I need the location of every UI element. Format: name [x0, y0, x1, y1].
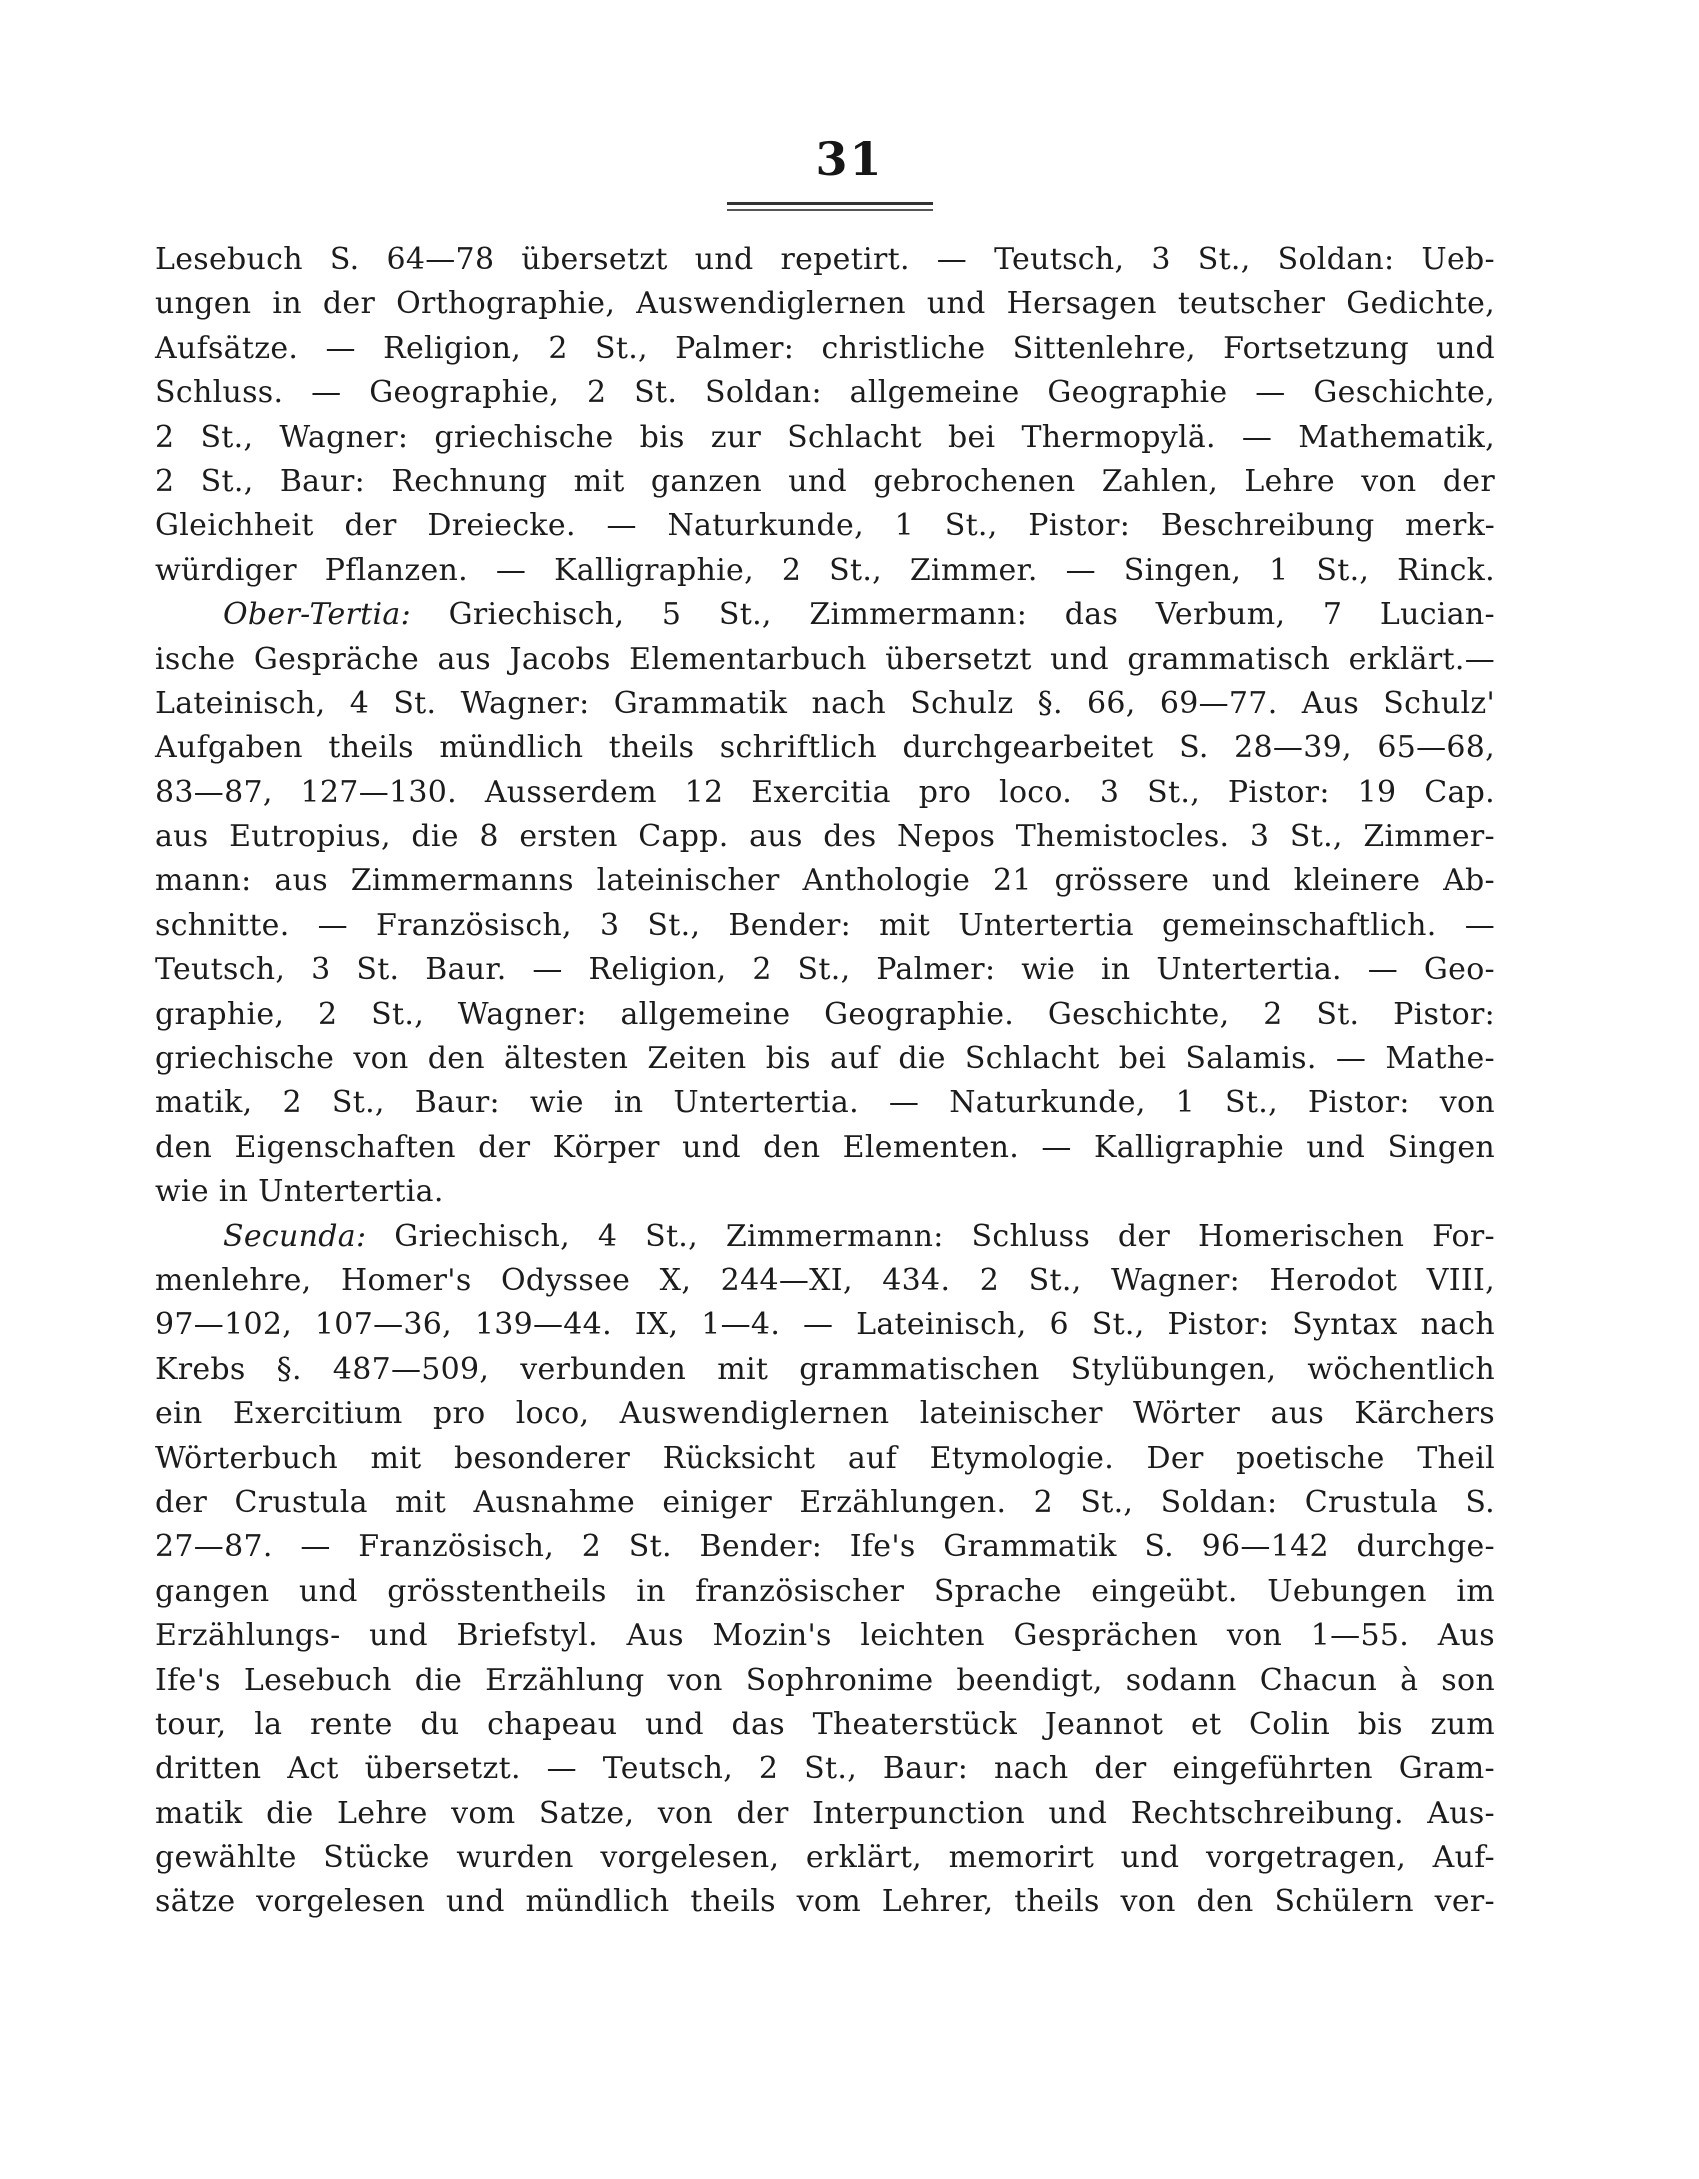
line-text: schnitte. — Französisch, 3 St., Bender: mit Untertertia gemeinschaftlich. —	[155, 907, 1495, 943]
text-line	[155, 1348, 1495, 1392]
text-line	[155, 1570, 1495, 1614]
text-line	[155, 593, 1495, 637]
line-text: ein Exercitium pro loco, Auswendiglernen lateinischer Wörter aus Kärchers	[155, 1396, 1495, 1432]
text-line	[155, 1614, 1495, 1658]
text-line	[155, 238, 1495, 282]
line-text: Aufsätze. — Religion, 2 St., Palmer: christliche Sittenlehre, Fortsetzung und	[155, 330, 1495, 366]
line-text: Teutsch, 3 St. Baur. — Religion, 2 St., Palmer: wie in Untertertia. — Geo-	[155, 952, 1495, 988]
text-line	[155, 815, 1495, 859]
line-text: Griechisch, 4 St., Zimmermann: Schluss der Homerischen For-	[366, 1218, 1495, 1254]
text-line	[155, 1703, 1495, 1747]
text-line	[155, 638, 1495, 682]
text-line	[155, 1659, 1495, 1703]
text-line	[155, 1392, 1495, 1436]
text-line	[155, 1437, 1495, 1481]
line-text: 97—102, 107—36, 139—44. IX, 1—4. — Lateinisch, 6 St., Pistor: Syntax nach	[155, 1307, 1495, 1343]
line-text: Aufgaben theils mündlich theils schriftlich durchgearbeitet S. 28—39, 65—68,	[155, 730, 1495, 766]
text-line	[155, 1836, 1495, 1880]
text-line	[155, 1747, 1495, 1791]
text-line	[155, 1215, 1495, 1259]
line-text: Lesebuch S. 64—78 übersetzt und repetirt. — Teutsch, 3 St., Soldan: Ueb-	[155, 242, 1495, 277]
line-text: ische Gespräche aus Jacobs Elementarbuch übersetzt und grammatisch erklärt.—	[155, 641, 1495, 677]
line-text: 2 St., Baur: Rechnung mit ganzen und gebrochenen Zahlen, Lehre von der	[155, 463, 1495, 499]
text-line	[155, 1792, 1495, 1836]
text-line	[155, 549, 1495, 593]
text-line	[155, 1303, 1495, 1347]
text-line	[155, 327, 1495, 371]
line-text: graphie, 2 St., Wagner: allgemeine Geographie. Geschichte, 2 St. Pistor:	[155, 996, 1495, 1032]
line-text: tour, la rente du chapeau und das Theaterstück Jeannot et Colin bis zum	[155, 1706, 1495, 1742]
line-text: gangen und grösstentheils in französischer Sprache eingeübt. Uebungen im	[155, 1573, 1495, 1609]
line-text: griechische von den ältesten Zeiten bis auf die Schlacht bei Salamis. — Mathe-	[155, 1041, 1495, 1077]
header-rule	[727, 202, 933, 205]
text-line	[155, 282, 1495, 326]
line-text: 83—87, 127—130. Ausserdem 12 Exercitia pro loco. 3 St., Pistor: 19 Cap.	[155, 774, 1495, 810]
line-text: 2 St., Wagner: griechische bis zur Schlacht bei Thermopylä. — Mathematik,	[155, 419, 1495, 455]
text-line	[155, 1525, 1495, 1569]
line-text: Griechisch, 5 St., Zimmermann: das Verbum, 7 Lucian-	[410, 597, 1495, 633]
line-text: Schluss. — Geographie, 2 St. Soldan: allgemeine Geographie — Geschichte,	[155, 375, 1495, 411]
text-line	[155, 1081, 1495, 1125]
body-text	[155, 238, 1495, 1925]
line-text: den Eigenschaften der Körper und den Elementen. — Kalligraphie und Singen	[155, 1129, 1495, 1165]
text-line	[155, 416, 1495, 460]
text-line	[155, 726, 1495, 770]
text-line	[155, 1880, 1495, 1924]
line-text: menlehre, Homer's Odyssee X, 244—XI, 434. 2 St., Wagner: Herodot VIII,	[155, 1262, 1495, 1298]
page-number: 31	[815, 132, 884, 186]
line-text: sätze vorgelesen und mündlich theils vom Lehrer, theils von den Schülern ver-	[155, 1884, 1495, 1920]
line-text: Erzählungs- und Briefstyl. Aus Mozin's leichten Gesprächen von 1—55. Aus	[155, 1618, 1495, 1654]
section-label: Secunda:	[223, 1218, 367, 1254]
text-line	[155, 1481, 1495, 1525]
text-line	[155, 371, 1495, 415]
text-line	[155, 771, 1495, 815]
text-line	[155, 1037, 1495, 1081]
text-line	[155, 1126, 1495, 1170]
text-line	[155, 504, 1495, 548]
line-text: würdiger Pflanzen. — Kalligraphie, 2 St., Zimmer. — Singen, 1 St., Rinck.	[155, 552, 1495, 588]
line-text: der Crustula mit Ausnahme einiger Erzählungen. 2 St., Soldan: Crustula S.	[155, 1484, 1495, 1520]
text-line	[155, 1259, 1495, 1303]
line-text: Krebs §. 487—509, verbunden mit grammatischen Stylübungen, wöchentlich	[155, 1351, 1495, 1387]
line-text: aus Eutropius, die 8 ersten Capp. aus des Nepos Themistocles. 3 St., Zimmer-	[155, 819, 1495, 855]
text-line	[155, 460, 1495, 504]
text-line	[155, 682, 1495, 726]
text-line	[155, 859, 1495, 903]
line-text: gewählte Stücke wurden vorgelesen, erklärt, memorirt und vorgetragen, Auf-	[155, 1840, 1495, 1876]
line-text: 27—87. — Französisch, 2 St. Bender: Ife's Grammatik S. 96—142 durchge-	[155, 1529, 1495, 1565]
line-text: wie in Untertertia.	[155, 1174, 444, 1210]
line-text: mann: aus Zimmermanns lateinischer Anthologie 21 grössere und kleinere Ab-	[155, 863, 1495, 899]
line-text: matik die Lehre vom Satze, von der Interpunction und Rechtschreibung. Aus-	[155, 1795, 1495, 1831]
line-text: ungen in der Orthographie, Auswendiglernen und Hersagen teutscher Gedichte,	[155, 286, 1495, 322]
section-label: Ober-Tertia:	[223, 597, 411, 633]
line-text: Gleichheit der Dreiecke. — Naturkunde, 1 St., Pistor: Beschreibung merk-	[155, 508, 1495, 544]
text-line	[155, 993, 1495, 1037]
line-text: Wörterbuch mit besonderer Rücksicht auf Etymologie. Der poetische Theil	[155, 1440, 1495, 1476]
text-line	[155, 1170, 1495, 1214]
line-text: dritten Act übersetzt. — Teutsch, 2 St., Baur: nach der eingeführten Gram-	[155, 1751, 1495, 1787]
line-text: matik, 2 St., Baur: wie in Untertertia. — Naturkunde, 1 St., Pistor: von	[155, 1085, 1495, 1121]
line-text: Ife's Lesebuch die Erzählung von Sophronime beendigt, sodann Chacun à son	[155, 1662, 1495, 1698]
text-line	[155, 948, 1495, 992]
line-text: Lateinisch, 4 St. Wagner: Grammatik nach Schulz §. 66, 69—77. Aus Schulz'	[155, 685, 1495, 721]
text-line	[155, 904, 1495, 948]
